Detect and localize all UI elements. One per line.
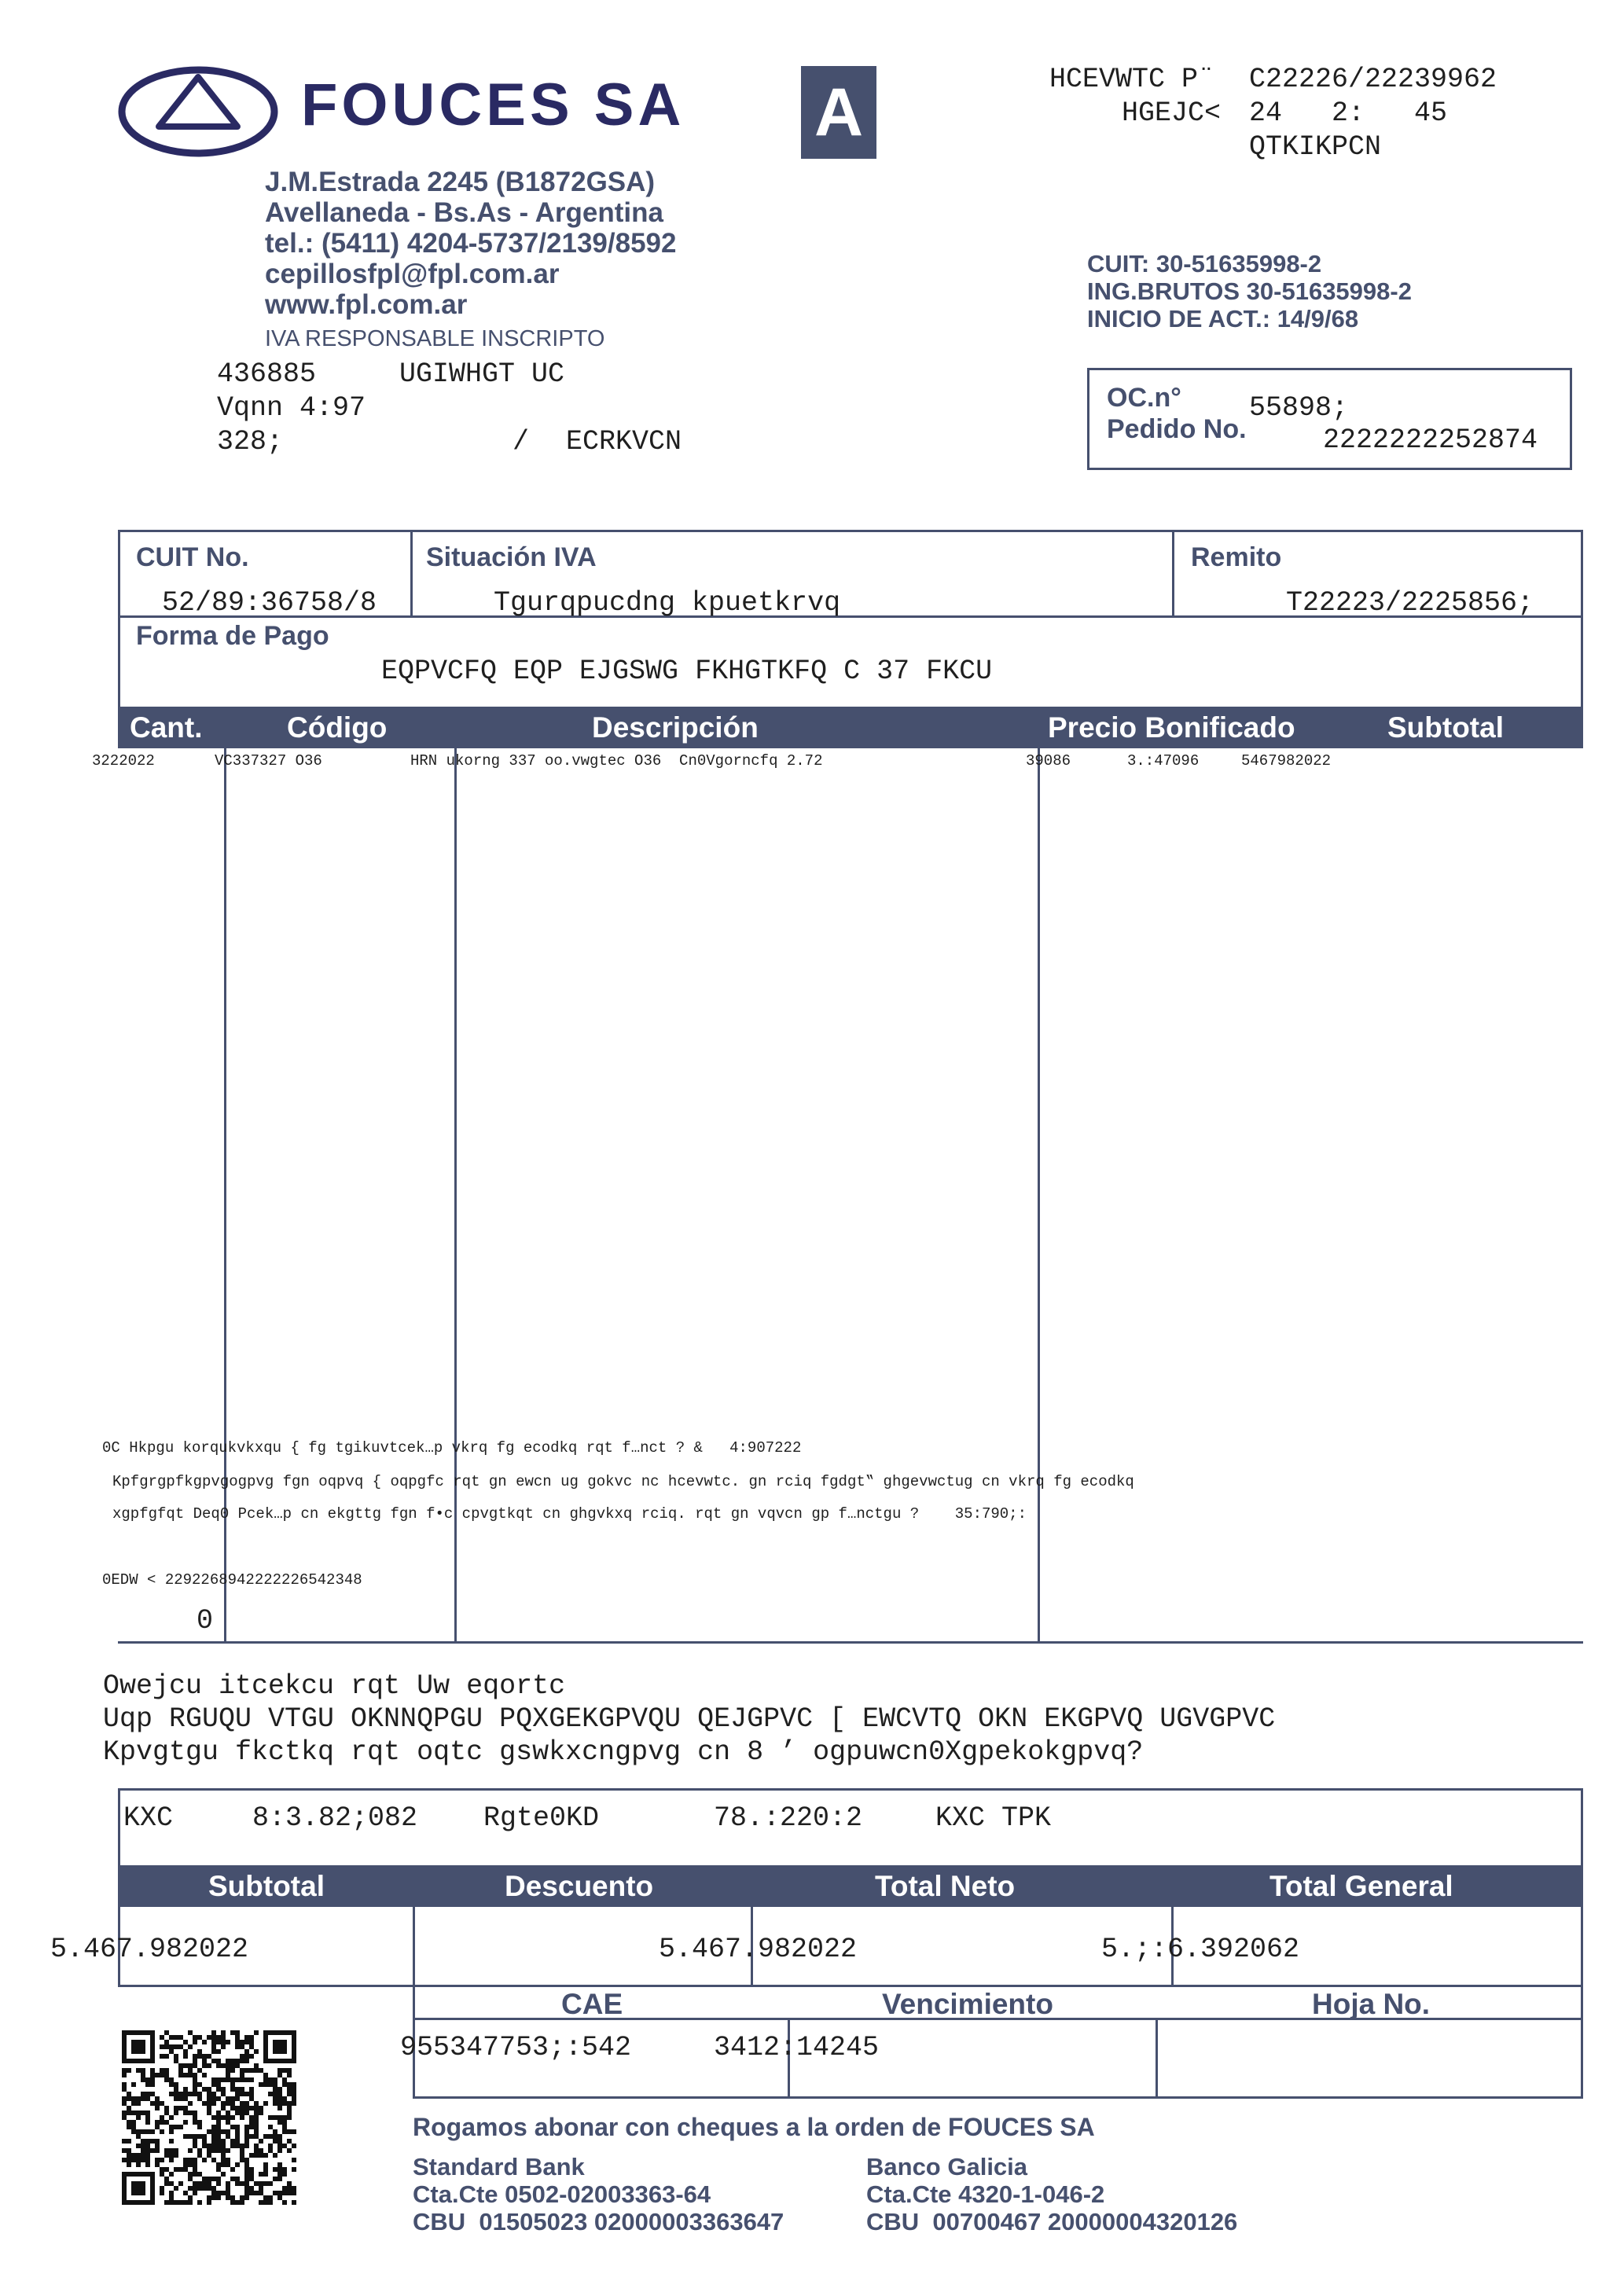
qr-code-icon [122, 2030, 296, 2205]
vencimiento-label: Vencimiento [882, 1988, 1053, 2020]
address-line: Avellaneda - Bs.As - Argentina [265, 197, 663, 228]
total-general-value: 5.;:6.392062 [1101, 1934, 1300, 1965]
company-address [265, 167, 676, 320]
item-precio-bonificado: 3.:47096 [1127, 752, 1200, 770]
bank-account: Cta.Cte 4320-1-046-2 [866, 2180, 1105, 2208]
bank-standard [413, 2153, 784, 2235]
col-cant: Cant. [130, 711, 203, 744]
cuit-label: CUIT No. [136, 542, 249, 572]
items-header [118, 707, 1583, 748]
email-line: cepillosfpl@fpl.com.ar [265, 259, 560, 289]
client-code: 436885 [217, 358, 317, 390]
items-bottom-line [118, 1641, 1583, 1644]
bank-cbu: CBU 01505023 02000003363647 [413, 2208, 784, 2235]
bank-name: Standard Bank [413, 2153, 585, 2180]
item-subtotal: 5467982022 [1241, 752, 1332, 770]
inicio-actividades-line: INICIO DE ACT.: 14/9/68 [1087, 305, 1359, 332]
iva-status: IVA RESPONSABLE INSCRIPTO [265, 326, 605, 351]
tax-amount: 8:3.82;082 [252, 1802, 418, 1834]
item-codigo: VC337327 O36 [215, 752, 322, 770]
col-precio: Precio Bonificado [1048, 711, 1295, 744]
invoice-date-value: 24 2: 45 [1249, 97, 1448, 129]
hoja-label: Hoja No. [1312, 1988, 1431, 2020]
remito-label: Remito [1191, 542, 1282, 572]
note-line: 0C Hkpgu korqukvkxqu { fg tgikuvtcek…p vkrq fg ecodkq rqt f…nct ? & 4:907222 [102, 1439, 802, 1457]
total-neto-value: 5.467.982022 [659, 1934, 858, 1965]
bank-account: Cta.Cte 0502-02003363-64 [413, 2180, 711, 2208]
document-type-letter: A [801, 66, 876, 159]
situacion-iva-label: Situación IVA [426, 542, 597, 572]
tax-label: KXC [123, 1802, 174, 1834]
col-descripcion: Descripción [592, 711, 759, 744]
remito-value: T22223/2225856; [1286, 587, 1534, 619]
client-separator: / [513, 426, 530, 457]
client-address: Vqnn 4:97 [217, 392, 366, 424]
cuit-value: 52/89:36758/8 [162, 587, 377, 619]
perception-amount: 78.:220:2 [714, 1802, 863, 1834]
forma-pago-value: EQPVCFQ EQP EJGSWG FKHGTKFQ C 37 FKCU [381, 656, 993, 687]
fiscal-info [1087, 250, 1412, 332]
totals-col-descuento: Descuento [505, 1869, 654, 1902]
ingresos-brutos-line: ING.BRUTOS 30-51635998-2 [1087, 277, 1412, 305]
col-subtotal: Subtotal [1387, 711, 1504, 744]
cae-label: CAE [561, 1988, 623, 2020]
cuit-line: CUIT: 30-51635998-2 [1087, 250, 1322, 277]
invoice-number-value: C22226/22239962 [1249, 64, 1497, 95]
divider [1172, 530, 1174, 618]
divider [1156, 2018, 1158, 2099]
tax-rni-label: KXC TPK [935, 1802, 1052, 1834]
totals-col-total-neto: Total Neto [875, 1869, 1016, 1902]
bank-cbu: CBU 00700467 20000004320126 [866, 2208, 1238, 2235]
phone-line: tel.: (5411) 4204-5737/2139/8592 [265, 228, 677, 259]
totals-col-subtotal: Subtotal [208, 1869, 325, 1902]
payment-instruction: Rogamos abonar con cheques a la orden de FOUCES SA [413, 2113, 1095, 2141]
pedido-value: 2222222252874 [1323, 424, 1538, 456]
perception-label: Rgte0KD [483, 1802, 600, 1834]
client-city: ECRKVCN [566, 426, 682, 457]
cae-value: 955347753;:542 [400, 2032, 632, 2063]
thanks-line: Owejcu itcekcu rqt Uw eqortc [103, 1670, 566, 1702]
invoice-number-label: HCEVWTC P¨ [1049, 64, 1215, 95]
bank-name: Banco Galicia [866, 2153, 1028, 2180]
note-line: xgpfgfqt Deq0 Pcek…p cn ekgttg fgn f•c cpvgtkqt cn ghgvkxq rciq. rqt gn vqvcn gp f…nctgu ? 35:790;: [112, 1505, 1027, 1523]
col-codigo: Código [287, 711, 388, 744]
situacion-iva-value: Tgurqpucdng kpuetkrvq [494, 587, 841, 619]
bank-galicia [866, 2153, 1237, 2235]
pedido-label: Pedido No. [1107, 414, 1247, 444]
client-postal-code: 328; [217, 426, 284, 457]
note-marker: 0 [197, 1605, 214, 1637]
divider [413, 1907, 415, 1987]
divider [410, 530, 413, 618]
total-subtotal-value: 5.467.982022 [50, 1934, 249, 1965]
totals-header [118, 1865, 1583, 1907]
company-name: FOUCES SA [301, 72, 685, 138]
oc-label: OC.n° [1107, 383, 1181, 413]
oc-value: 55898; [1249, 392, 1349, 424]
column-divider [1038, 748, 1040, 1643]
address-line: J.M.Estrada 2245 (B1872GSA) [265, 167, 656, 197]
totals-col-total-general: Total General [1269, 1869, 1453, 1902]
note-line: Kpfgrgpfkgpvgogpvg fgn oqpvq { oqpgfc rqt gn ewcn ug gokvc nc hcevwtc. gn rciq fgdgt‟ ghgevwctug cn vkrq fg ecodkq [112, 1473, 1134, 1490]
invoice-date-label: HGEJC< [1122, 97, 1222, 129]
company-logo-icon [118, 64, 279, 159]
amount-in-words: Uqp RGUQU VTGU OKNNQPGU PQXGEKGPVQU QEJGPVC [ EWCVTQ OKN EKGPVQ UGVGPVC [103, 1703, 1276, 1735]
item-precio-unit: 39086 [1026, 752, 1071, 770]
client-name: UGIWHGT UC [399, 358, 565, 390]
interest-line: Kpvgtgu fkctkq rqt oqtc gswkxcngpvg cn 8 ’ ogpuwcn0Xgpekokgpvq? [103, 1736, 1144, 1768]
vencimiento-value: 3412:14245 [714, 2032, 880, 2063]
item-descripcion: HRN ukorng 337 oo.vwgtec O36 Cn0Vgorncfq 2.72 [410, 752, 823, 770]
cbu-note: 0EDW < 2292268942222226542348 [102, 1571, 362, 1589]
forma-pago-label: Forma de Pago [136, 621, 329, 651]
website-line: www.fpl.com.ar [265, 289, 468, 320]
item-cant: 3222022 [92, 752, 155, 770]
invoice-copy-type: QTKIKPCN [1249, 131, 1382, 163]
